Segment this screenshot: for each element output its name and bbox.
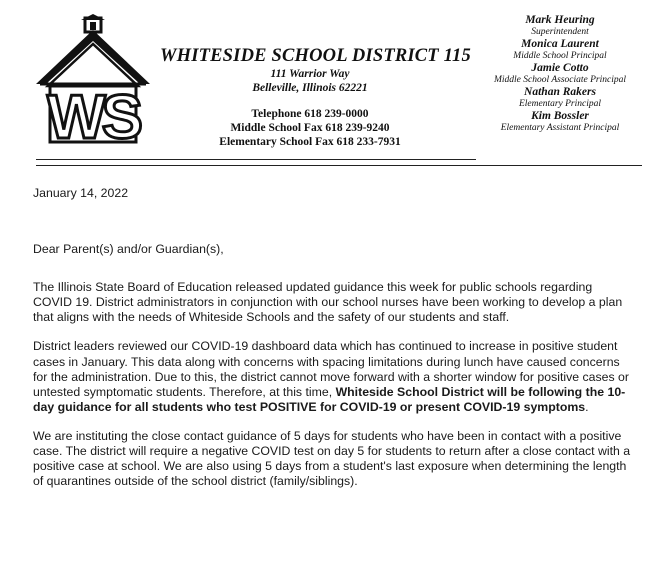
staff-member [478, 38, 642, 62]
district-name: WHITESIDE SCHOOL DISTRICT 115 [160, 46, 471, 66]
paragraph-1: The Illinois State Board of Education released updated guidance this week for public schools regarding COVID 19. District administrators in conjunction with our school nurses have been working to develop a plan that aligns with the needs of Whiteside Schools and the safety of our students and staff. [33, 280, 623, 325]
paragraph-2-emphasis: Whiteside School District will be following the 10-day guidance for all students who test POSITIVE for COVID-19 or present COVID-19 symptoms [33, 384, 626, 414]
staff-name: Jamie Cotto [531, 62, 589, 74]
salutation: Dear Parent(s) and/or Guardian(s), [33, 242, 224, 257]
schoolhouse-ws-logo-icon [34, 14, 152, 146]
staff-member [478, 62, 642, 86]
staff-member [478, 86, 642, 110]
staff-member [478, 14, 642, 38]
staff-name: Monica Laurent [521, 38, 599, 50]
address-line-1: 111 Warrior Way [270, 68, 350, 80]
staff-title: Elementary Principal [518, 99, 602, 109]
district-block [160, 46, 471, 149]
elementary-school-fax: Elementary School Fax 618 233-7931 [219, 136, 401, 148]
middle-school-fax: Middle School Fax 618 239-9240 [230, 122, 390, 134]
staff-name: Nathan Rakers [524, 86, 596, 98]
address-line-2: Belleville, Illinois 62221 [252, 82, 368, 94]
paragraph-2-text: District leaders reviewed our COVID-19 dashboard data which has continued to increase in positive student cases in January. This data along with concerns with spacing limitations during lunch have caused concerns for the administration. Due to this, the district cannot move forward with a shorter window for positive cases or untested symptomatic students. Therefore, at this time, [33, 339, 629, 399]
staff-list [478, 14, 642, 134]
logo-letters: WS [47, 83, 139, 146]
staff-title: Elementary Assistant Principal [500, 123, 620, 133]
telephone: Telephone 618 239-0000 [251, 108, 369, 120]
staff-name: Mark Heuring [525, 14, 595, 26]
letterhead-divider [36, 159, 476, 160]
letter-body [33, 186, 633, 503]
staff-title: Middle School Associate Principal [493, 75, 626, 85]
paragraph-2 [33, 339, 633, 414]
staff-name: Kim Bossler [531, 110, 589, 122]
staff-member [478, 110, 642, 134]
letterhead-divider-full [36, 165, 642, 166]
letter-date: January 14, 2022 [33, 186, 129, 200]
staff-title: Superintendent [531, 27, 589, 37]
phone-block [160, 107, 460, 149]
paragraph-2-end: . [585, 399, 589, 414]
staff-title: Middle School Principal [513, 51, 607, 61]
paragraph-3: We are instituting the close contact guidance of 5 days for students who have been in contact with a positive case. The district will require a negative COVID test on day 5 for students to return after a close contact with a positive case at school. We are also using 5 days from a student's last exposure when determining the length of quarantines outside of the school district (family/siblings). [33, 428, 631, 489]
